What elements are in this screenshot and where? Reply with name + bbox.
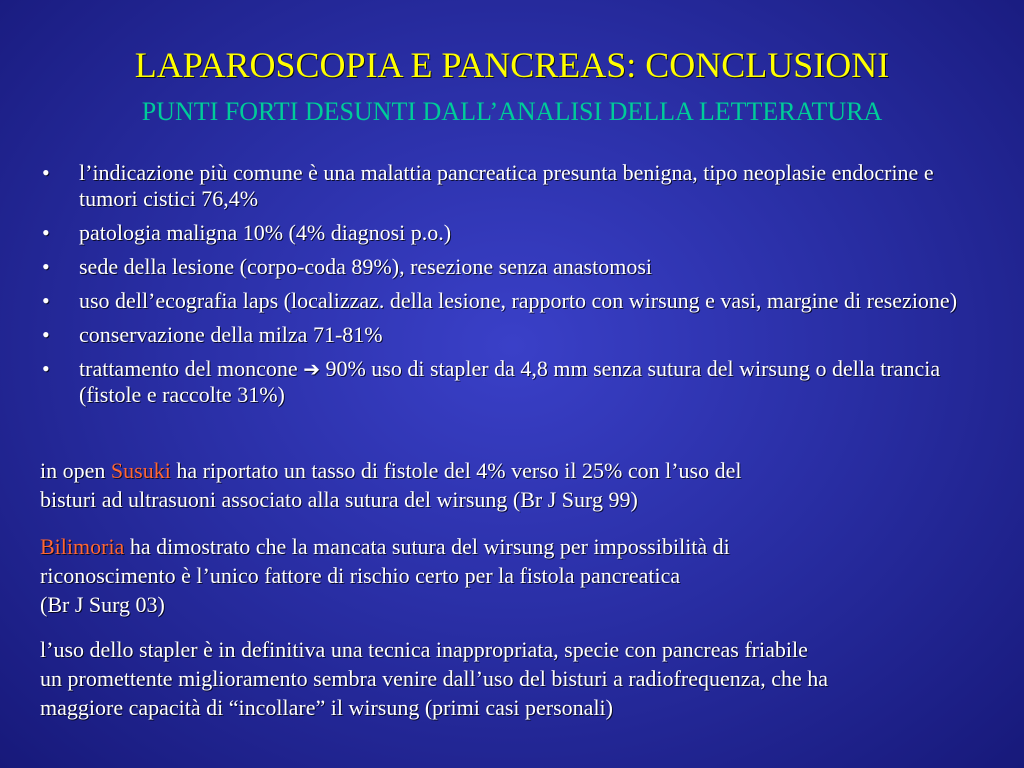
- para-line: riconoscimento è l’unico fattore di rischio certo per la fistola pancreatica: [40, 563, 681, 588]
- bullet-marker: •: [42, 356, 50, 381]
- para-line: bisturi ad ultrasuoni associato alla sutura del wirsung (Br J Surg 99): [40, 487, 638, 512]
- para-prefix: in open: [40, 458, 111, 483]
- slide-title: LAPAROSCOPIA E PANCREAS: CONCLUSIONI: [134, 45, 890, 85]
- right-arrow-icon: ➔: [303, 357, 320, 381]
- bullet-text: uso dell’ecografia laps (localizzaz. della lesione, rapporto con wirsung e vasi, margine di resezione): [79, 288, 958, 313]
- bullet-marker: •: [42, 288, 50, 313]
- bullet-item: [40, 322, 970, 348]
- bullet-item: [40, 254, 970, 280]
- paragraph-bilimoria: [40, 532, 1000, 619]
- bullet-marker: •: [42, 160, 50, 185]
- bullet-item: [40, 220, 970, 246]
- bullet-item: [40, 356, 970, 408]
- author-highlight: Bilimoria: [40, 534, 125, 559]
- paragraph-conclusion: [40, 635, 1000, 722]
- bullet-item: [40, 288, 970, 314]
- bullet-list: [40, 160, 970, 416]
- bullet-marker: •: [42, 254, 50, 279]
- bullet-text: sede della lesione (corpo-coda 89%), resezione senza anastomosi: [79, 254, 652, 279]
- bullet-item: [40, 160, 970, 212]
- para-line-rest: ha dimostrato che la mancata sutura del wirsung per impossibilità di: [124, 534, 730, 559]
- bullet-text: patologia maligna 10% (4% diagnosi p.o.): [79, 220, 452, 245]
- bullet-text-after-arrow: 90% uso di stapler da 4,8 mm senza sutura del wirsung o della trancia (fistole e raccolte 31%): [79, 356, 941, 407]
- para-line: (Br J Surg 03): [40, 592, 165, 617]
- para-line: un promettente miglioramento sembra venire dall’uso del bisturi a radiofrequenza, che ha: [40, 666, 829, 691]
- bullet-marker: •: [42, 220, 50, 245]
- para-line: l’uso dello stapler è in definitiva una tecnica inappropriata, specie con pancreas friabile: [40, 637, 808, 662]
- para-line: maggiore capacità di “incollare” il wirsung (primi casi personali): [40, 695, 613, 720]
- para-line-rest: ha riportato un tasso di fistole del 4% verso il 25% con l’uso del: [170, 458, 742, 483]
- bullet-text: [79, 356, 940, 407]
- slide-subtitle: PUNTI FORTI DESUNTI DALL’ANALISI DELLA LETTERATURA: [141, 97, 883, 126]
- paragraph-susuki: [40, 456, 1000, 514]
- bullet-marker: •: [42, 322, 50, 347]
- bullet-text-before-arrow: trattamento del moncone: [79, 356, 298, 381]
- bullet-text: conservazione della milza 71-81%: [79, 322, 383, 347]
- bullet-text: l’indicazione più comune è una malattia pancreatica presunta benigna, tipo neoplasie endocrine e tumori cistici 76,4%: [79, 160, 934, 211]
- author-highlight: Susuki: [110, 458, 171, 483]
